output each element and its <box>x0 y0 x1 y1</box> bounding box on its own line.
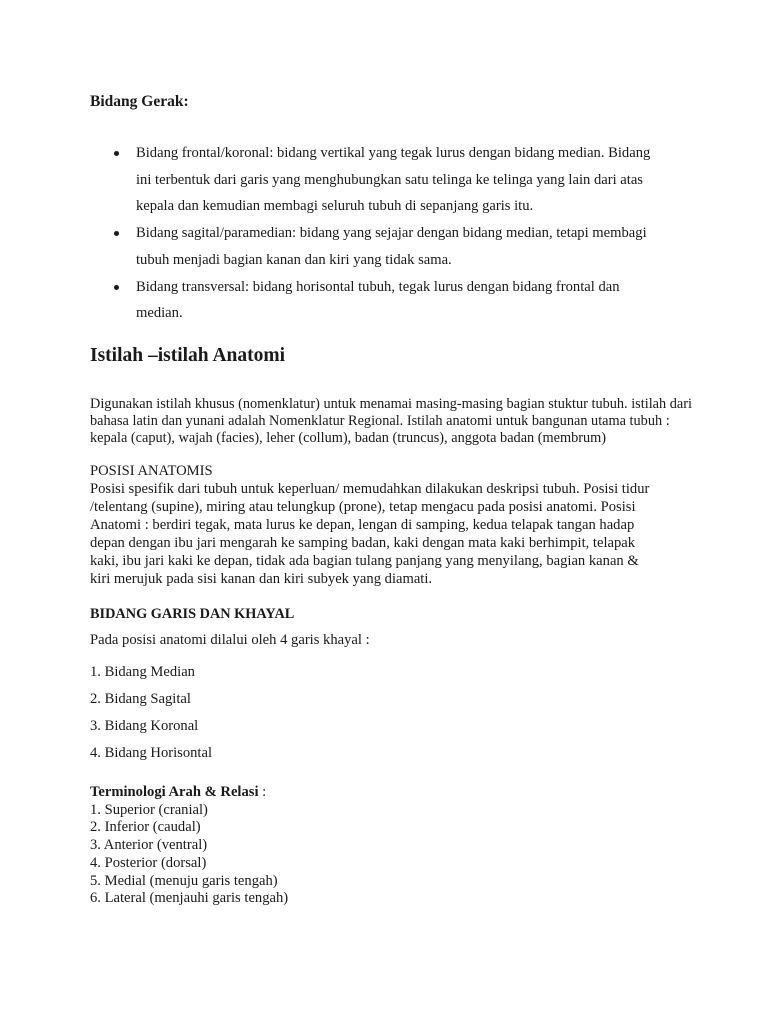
paragraph-line: kepala (caput), wajah (facies), leher (collum), badan (truncus), anggota badan (membrum) <box>90 429 607 446</box>
list-item: 3. Anterior (ventral) <box>90 837 208 854</box>
bullet-text-line: Bidang frontal/koronal: bidang vertikal yang tegak lurus dengan bidang median. Bidang <box>136 145 651 161</box>
bullet-text-line: kepala dan kemudian membagi seluruh tubuh di sepanjang garis itu. <box>136 198 534 215</box>
heading-terminologi-suffix: : <box>258 784 267 800</box>
paragraph-line: depan dengan ibu jari mengarah ke samping badan, kaki dengan mata kaki berhimpit, telapak <box>90 535 636 551</box>
bullet-text-line: median. <box>136 305 183 322</box>
list-item: 2. Bidang Sagital <box>90 690 191 707</box>
bidang-gerak-bullet-list <box>110 140 676 327</box>
list-item: 1. Bidang Median <box>90 664 195 680</box>
bidang-numbered-list <box>90 659 212 767</box>
paragraph-line: Posisi spesifik dari tubuh untuk keperluan/ memudahkan dilakukan deskripsi tubuh. Posisi tidur <box>90 481 650 497</box>
heading-terminologi <box>90 784 288 802</box>
list-item: 2. Inferior (caudal) <box>90 819 201 836</box>
heading-terminologi-text: Terminologi Arah & Relasi <box>90 784 259 800</box>
list-item: 5. Medial (menuju garis tengah) <box>90 872 278 889</box>
heading-bidang-gerak: Bidang Gerak: <box>90 93 189 110</box>
list-item: 3. Bidang Koronal <box>90 717 199 734</box>
bullet-item-sagital <box>110 220 676 273</box>
bullet-text-line: ini terbentuk dari garis yang menghubungkan satu telinga ke telinga yang lain dari atas <box>136 171 643 188</box>
heading-posisi-anatomis: POSISI ANATOMIS <box>90 463 213 479</box>
list-item: 4. Bidang Horisontal <box>90 744 213 761</box>
bullet-icon <box>114 285 119 290</box>
bullet-icon <box>114 151 119 156</box>
paragraph-nomenklatur <box>90 396 692 446</box>
list-item: 6. Lateral (menjauhi garis tengah) <box>90 890 289 907</box>
bullet-item-transversal <box>110 274 676 327</box>
paragraph-line: Digunakan istilah khusus (nomenklatur) untuk menamai masing-masing bagian stuktur tubuh. istilah dari <box>90 396 692 412</box>
paragraph-line: /telentang (supine), miring atau telungkup (prone), tetap mengacu pada posisi anatomi. Posisi <box>90 499 636 515</box>
bullet-text-line: tubuh menjadi bagian kanan dan kiri yang tidak sama. <box>136 251 452 268</box>
list-item: 4. Posterior (dorsal) <box>90 854 207 871</box>
intro-garis-khayal: Pada posisi anatomi dilalui oleh 4 garis khayal : <box>90 632 370 648</box>
list-item: 1. Superior (cranial) <box>90 801 208 818</box>
heading-istilah-anatomi: Istilah –istilah Anatomi <box>90 345 286 366</box>
bullet-item-frontal <box>110 140 676 220</box>
bullet-text-line: Bidang transversal: bidang horisontal tubuh, tegak lurus dengan bidang frontal dan <box>136 278 620 295</box>
terminologi-block <box>90 784 288 908</box>
heading-bidang-garis-khayal: BIDANG GARIS DAN KHAYAL <box>90 606 295 622</box>
bullet-icon <box>114 231 119 236</box>
paragraph-line: kiri merujuk pada sisi kanan dan kiri subyek yang diamati. <box>90 571 433 587</box>
paragraph-line: bahasa latin dan yunani adalah Nomenklatur Regional. Istilah anatomi untuk bangunan utama tubuh : <box>90 412 670 429</box>
paragraph-line: Anatomi : berdiri tegak, mata lurus ke depan, lengan di samping, kedua telapak tangan hadap <box>90 517 635 533</box>
bullet-text-line: Bidang sagital/paramedian: bidang yang sejajar dengan bidang median, tetapi membagi <box>136 225 647 242</box>
section-posisi-anatomis <box>90 462 649 588</box>
paragraph-line: kaki, ibu jari kaki ke depan, tidak ada bagian tulang panjang yang menyilang, bagian kanan & <box>90 553 639 569</box>
